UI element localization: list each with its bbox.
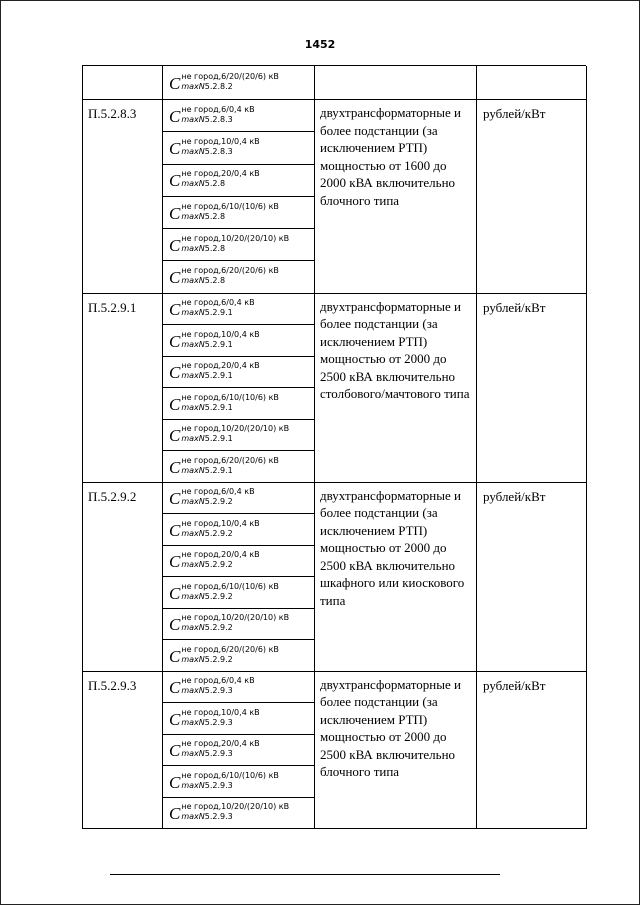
formula-superscript: не город,20/0,4 кВ — [181, 739, 260, 749]
page-number: 1452 — [304, 38, 336, 51]
formula: C не город,10/20/(20/10) кВ maxN5.2.9.1 — [169, 424, 290, 446]
formula-subscript-max: maxN — [181, 114, 205, 124]
item-unit: рублей/кВт — [477, 483, 587, 672]
formula-superscript: не город,6/10/(10/6) кВ — [181, 770, 279, 780]
formula-subscript-code: 5.2.9.1 — [204, 339, 233, 349]
formula-subscript-code: 5.2.9.2 — [204, 528, 233, 538]
item-unit: рублей/кВт — [477, 294, 587, 483]
formula-cell — [163, 66, 314, 99]
formula-subscript-code: 5.2.8 — [204, 211, 226, 221]
formula-superscript: не город,6/10/(10/6) кВ — [181, 581, 279, 591]
formula: C не город,6/10/(10/6) кВ maxN5.2.9.1 — [169, 392, 279, 414]
formula-subscript-max: maxN — [181, 780, 205, 790]
formula-subscript-max: maxN — [181, 308, 205, 318]
formula-cell — [163, 735, 314, 767]
formula-superscript: не город,6/20/(20/6) кВ — [181, 71, 279, 81]
item-code: П.5.2.9.2 — [83, 483, 163, 672]
formula-subscript-max: maxN — [181, 465, 205, 475]
formula-cell — [163, 388, 314, 420]
formula: C не город,6/0,4 кВ maxN5.2.8.3 — [169, 104, 255, 126]
table-group — [82, 100, 586, 294]
formula-subscript-code: 5.2.9.2 — [204, 623, 233, 633]
formula-subscript-code: 5.2.9.2 — [204, 654, 233, 664]
formula-subscript-code: 5.2.9.1 — [204, 371, 233, 381]
formula-subscript-code: 5.2.8.3 — [204, 114, 233, 124]
formula-subscript-max: maxN — [181, 146, 205, 156]
formula-cell — [163, 100, 314, 132]
formula: C не город,20/0,4 кВ maxN5.2.9.3 — [169, 739, 260, 761]
formula-column — [163, 100, 315, 294]
formula-subscript-code: 5.2.9.2 — [204, 497, 233, 507]
table-group — [82, 483, 586, 672]
formula-cell — [163, 132, 314, 164]
formula: C не город,6/10/(10/6) кВ maxN5.2.9.3 — [169, 770, 279, 792]
formula-cell — [163, 514, 314, 546]
formula: C не город,10/0,4 кВ maxN5.2.8.3 — [169, 136, 260, 158]
formula-cell — [163, 609, 314, 641]
formula-subscript-code: 5.2.9.1 — [204, 308, 233, 318]
formula-subscript-max: maxN — [181, 749, 205, 759]
formula-subscript-code: 5.2.8 — [204, 276, 226, 286]
formula: C не город,20/0,4 кВ maxN5.2.8 — [169, 169, 260, 191]
formula-subscript-max: maxN — [181, 717, 205, 727]
formula-superscript: не город,10/0,4 кВ — [181, 329, 260, 339]
item-description: двухтрансформаторные и более подстанции (за исключением РТП) мощностью от 2000 до 2500 кВА включительно столбового/мачтового типа — [315, 294, 477, 483]
formula-superscript: не город,6/20/(20/6) кВ — [181, 644, 279, 654]
formula-subscript-max: maxN — [181, 211, 205, 221]
formula-subscript-max: maxN — [181, 179, 205, 189]
formula: C не город,10/0,4 кВ maxN5.2.9.2 — [169, 518, 260, 540]
formula-subscript-max: maxN — [181, 339, 205, 349]
formula-subscript-code: 5.2.9.2 — [204, 591, 233, 601]
formula: C не город,10/20/(20/10) кВ maxN5.2.9.2 — [169, 613, 290, 635]
formula-subscript-max: maxN — [181, 243, 205, 253]
table-group — [82, 294, 586, 483]
formula-superscript: не город,6/0,4 кВ — [181, 298, 255, 308]
formula-subscript-code: 5.2.9.2 — [204, 560, 233, 570]
item-description: двухтрансформаторные и более подстанции (за исключением РТП) мощностью от 2000 до 2500 кВА включительно блочного типа — [315, 672, 477, 830]
formula-cell — [163, 577, 314, 609]
formula-subscript-max: maxN — [181, 686, 205, 696]
item-code: П.5.2.9.1 — [83, 294, 163, 483]
formula-subscript-code: 5.2.9.1 — [204, 434, 233, 444]
formula-superscript: не город,10/20/(20/10) кВ — [181, 233, 290, 243]
formula-superscript: не город,6/10/(10/6) кВ — [181, 201, 279, 211]
formula: C не город,6/0,4 кВ maxN5.2.9.1 — [169, 298, 255, 320]
formula-superscript: не город,20/0,4 кВ — [181, 550, 260, 560]
formula-superscript: не город,10/20/(20/10) кВ — [181, 802, 290, 812]
formula-superscript: не город,6/20/(20/6) кВ — [181, 455, 279, 465]
formula-superscript: не город,6/20/(20/6) кВ — [181, 266, 279, 276]
formula: C не город,20/0,4 кВ maxN5.2.9.2 — [169, 550, 260, 572]
formula: C не город,6/20/(20/6) кВ maxN5.2.8.2 — [169, 71, 279, 93]
formula-subscript-max: maxN — [181, 276, 205, 286]
formula-cell — [163, 483, 314, 515]
formula-subscript-max: maxN — [181, 812, 205, 822]
item-unit: рублей/кВт — [477, 100, 587, 294]
formula-cell — [163, 546, 314, 578]
formula-subscript-max: maxN — [181, 560, 205, 570]
formula-subscript-max: maxN — [181, 81, 205, 91]
item-code: П.5.2.9.3 — [83, 672, 163, 830]
formula-superscript: не город,10/20/(20/10) кВ — [181, 424, 290, 434]
table-row-top — [82, 65, 586, 100]
formula-superscript: не город,6/0,4 кВ — [181, 104, 255, 114]
formula-cell — [163, 451, 314, 482]
formula-subscript-code: 5.2.8.3 — [204, 146, 233, 156]
formula-cell — [163, 798, 314, 829]
formula-column — [163, 483, 315, 672]
formula-subscript-code: 5.2.9.3 — [204, 717, 233, 727]
formula: C не город,6/0,4 кВ maxN5.2.9.3 — [169, 676, 255, 698]
item-description: двухтрансформаторные и более подстанции (за исключением РТП) мощностью от 1600 до 2000 кВА включительно блочного типа — [315, 100, 477, 294]
formula-subscript-code: 5.2.9.3 — [204, 749, 233, 759]
formula-superscript: не город,10/0,4 кВ — [181, 136, 260, 146]
formula-subscript-max: maxN — [181, 402, 205, 412]
formula-superscript: не город,6/0,4 кВ — [181, 676, 255, 686]
formula-cell — [163, 229, 314, 261]
item-code: П.5.2.8.3 — [83, 100, 163, 294]
formula-subscript-code: 5.2.9.1 — [204, 402, 233, 412]
formula-subscript-code: 5.2.8.2 — [204, 81, 233, 91]
formula: C не город,10/20/(20/10) кВ maxN5.2.9.3 — [169, 802, 290, 824]
formula: C не город,6/20/(20/6) кВ maxN5.2.9.1 — [169, 455, 279, 477]
item-description: двухтрансформаторные и более подстанции (за исключением РТП) мощностью от 2000 до 2500 кВА включительно шкафного или киоскового типа — [315, 483, 477, 672]
formula-cell — [163, 325, 314, 357]
formula: C не город,6/10/(10/6) кВ maxN5.2.9.2 — [169, 581, 279, 603]
formula-subscript-max: maxN — [181, 528, 205, 538]
formula-subscript-max: maxN — [181, 497, 205, 507]
formula-cell — [163, 672, 314, 704]
formula: C не город,10/20/(20/10) кВ maxN5.2.8 — [169, 233, 290, 255]
formula-subscript-code: 5.2.9.1 — [204, 465, 233, 475]
bottom-rule — [110, 874, 500, 875]
formula-cell — [163, 766, 314, 798]
formula-superscript: не город,20/0,4 кВ — [181, 169, 260, 179]
formula-cell — [163, 197, 314, 229]
formula-subscript-max: maxN — [181, 434, 205, 444]
unit-cell — [477, 66, 587, 100]
formula-column — [163, 672, 315, 830]
formula: C не город,6/20/(20/6) кВ maxN5.2.9.2 — [169, 644, 279, 666]
formula-subscript-code: 5.2.8 — [204, 179, 226, 189]
formula-cell — [163, 294, 314, 326]
formula: C не город,6/10/(10/6) кВ maxN5.2.8 — [169, 201, 279, 223]
table-group — [82, 672, 586, 830]
formula-subscript-code: 5.2.9.3 — [204, 686, 233, 696]
formula-subscript-max: maxN — [181, 371, 205, 381]
formula-subscript-code: 5.2.9.3 — [204, 780, 233, 790]
formula-cell — [163, 420, 314, 452]
formula-subscript-code: 5.2.9.3 — [204, 812, 233, 822]
formula-superscript: не город,10/0,4 кВ — [181, 707, 260, 717]
formula-column — [163, 294, 315, 483]
formula-superscript: не город,10/20/(20/10) кВ — [181, 613, 290, 623]
formula-subscript-max: maxN — [181, 623, 205, 633]
formula: C не город,20/0,4 кВ maxN5.2.9.1 — [169, 361, 260, 383]
code-cell — [83, 66, 163, 100]
formula-cell — [163, 703, 314, 735]
formula: C не город,6/20/(20/6) кВ maxN5.2.8 — [169, 266, 279, 288]
formula-subscript-max: maxN — [181, 591, 205, 601]
formula-superscript: не город,10/0,4 кВ — [181, 518, 260, 528]
formula-superscript: не город,20/0,4 кВ — [181, 361, 260, 371]
formula: C не город,10/0,4 кВ maxN5.2.9.3 — [169, 707, 260, 729]
tariff-table — [82, 65, 586, 829]
formula-cell — [163, 165, 314, 197]
item-unit: рублей/кВт — [477, 672, 587, 830]
formula-cell — [163, 261, 314, 292]
formula-cell — [163, 357, 314, 389]
formula-superscript: не город,6/10/(10/6) кВ — [181, 392, 279, 402]
formula-cell — [163, 640, 314, 671]
formula: C не город,6/0,4 кВ maxN5.2.9.2 — [169, 487, 255, 509]
formula: C не город,10/0,4 кВ maxN5.2.9.1 — [169, 329, 260, 351]
description-cell — [315, 66, 477, 100]
formula-subscript-max: maxN — [181, 654, 205, 664]
formula-superscript: не город,6/0,4 кВ — [181, 487, 255, 497]
formula-column — [163, 66, 315, 100]
formula-subscript-code: 5.2.8 — [204, 243, 226, 253]
